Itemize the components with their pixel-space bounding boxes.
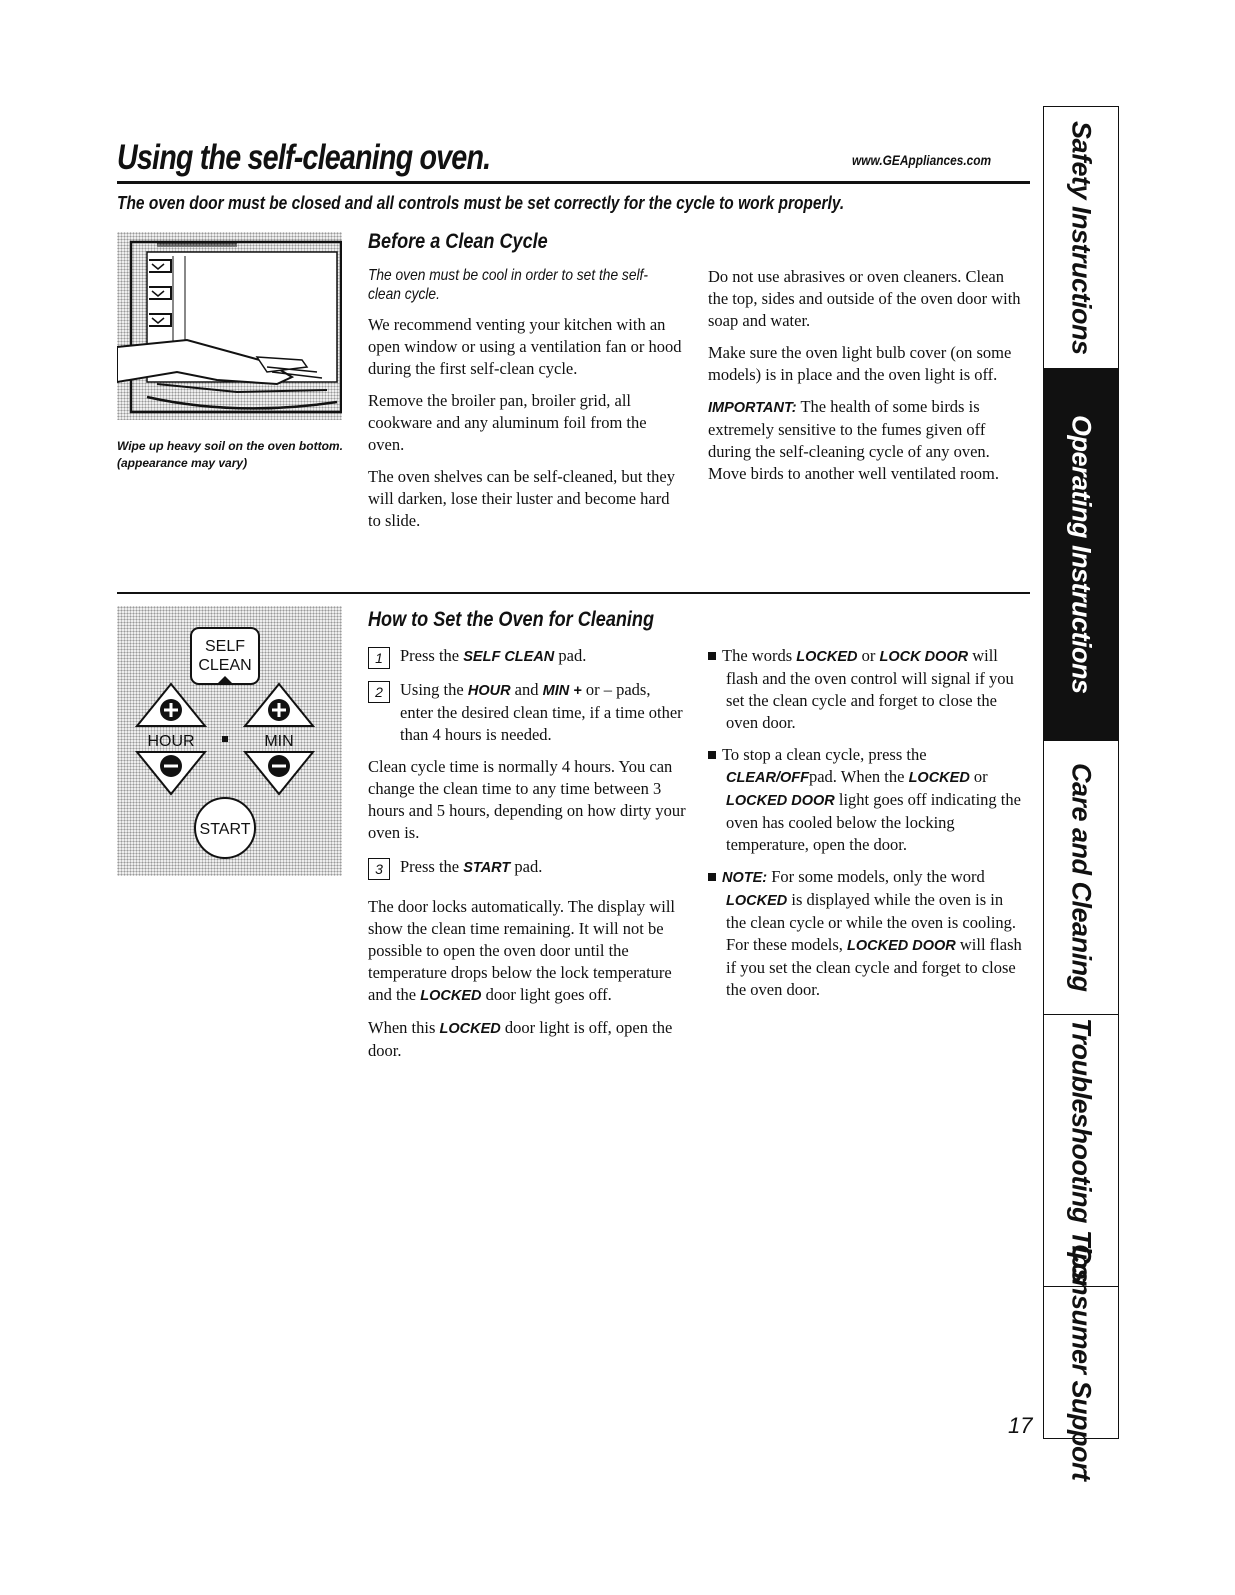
min-label: MIN (264, 733, 294, 750)
remove-cookware-paragraph: Remove the broiler pan, broiler grid, all cookware and any aluminum foil from the oven. (368, 391, 647, 454)
note-bullet: NOTE: For some models, only the word LOCKED is displayed while the oven is in the clean cycle or while the oven is cooling. For these models, LOCKED DOOR will flash if you set the clean cycle and forget to close the oven door. (708, 866, 1026, 1001)
control-panel-drawing (117, 606, 342, 876)
section-tabs (1043, 106, 1119, 1481)
website-url: www.GEAppliances.com (852, 152, 992, 168)
before-right-column (708, 266, 1023, 485)
header-rule (117, 181, 1030, 184)
oven-wipe-illustration (117, 232, 342, 420)
tab-consumer-support[interactable] (1044, 1244, 1118, 1481)
before-clean-heading: Before a Clean Cycle (368, 230, 548, 253)
page-number: 17 (1008, 1413, 1033, 1438)
step-3-number: 3 (368, 858, 390, 880)
section-divider (117, 592, 1030, 594)
step-3 (368, 856, 686, 880)
open-door-paragraph: When this LOCKED door light is off, open the door. (368, 1018, 673, 1060)
before-left-column (368, 266, 686, 532)
step-2-number: 2 (368, 681, 390, 703)
howto-left-column (368, 645, 686, 1062)
stop-cycle-bullet: To stop a clean cycle, press the CLEAR/OFFpad. When the LOCKED or LOCKED DOOR light goes off indicating the oven has cooled below the locking temperature, open the door. (708, 744, 1026, 856)
door-locks-paragraph: The door locks automatically. The display will show the clean time remaining. It will not be possible to open the oven door until the temperature drops below the lock temperature and the LOCKED door light goes off. (368, 897, 676, 1004)
tab-operating-instructions[interactable] (1044, 369, 1118, 741)
tab-label: Operating Instructions (1066, 415, 1097, 694)
page-subtitle: The oven door must be closed and all controls must be set correctly for the cycle to work properly. (117, 193, 845, 213)
self-clean-key-line1: SELF (204, 638, 246, 655)
venting-paragraph: We recommend venting your kitchen with an open window or using a ventilation fan or hood during the first self-clean cycle. (368, 315, 682, 378)
step-3-text: Press the START pad. (400, 857, 543, 876)
no-abrasives-paragraph: Do not use abrasives or oven cleaners. Clean the top, sides and outside of the oven door with soap and water. (708, 267, 1021, 330)
step-2-text: Using the HOUR and MIN + or – pads, enter the desired clean time, if a time other than 4 hours is needed. (400, 680, 683, 744)
hour-label: HOUR (147, 733, 195, 750)
how-to-heading: How to Set the Oven for Cleaning (368, 608, 654, 631)
locked-flash-bullet: The words LOCKED or LOCK DOOR will flash and the oven control will signal if you set the clean cycle and forget to close the oven door. (708, 645, 1026, 734)
step-2 (368, 679, 686, 746)
light-bulb-paragraph: Make sure the oven light bulb cover (on some models) is in place and the oven light is off. (708, 343, 1012, 384)
tab-care-and-cleaning[interactable] (1044, 741, 1118, 1015)
tab-label: Safety Instructions (1066, 120, 1097, 355)
step-1-text: Press the SELF CLEAN pad. (400, 646, 587, 665)
control-panel-illustration (117, 606, 342, 876)
self-clean-key-line2: CLEAN (198, 657, 252, 674)
step-1-number: 1 (368, 647, 390, 669)
important-label: IMPORTANT: (708, 400, 797, 416)
tab-label: Consumer Support (1066, 1244, 1097, 1481)
birds-warning-paragraph (708, 396, 1023, 485)
cool-oven-note: The oven must be cool in order to set the self-clean cycle. (368, 267, 648, 303)
tab-label: Troubleshooting Tips (1066, 1018, 1097, 1283)
page-title: Using the self-cleaning oven. (117, 138, 491, 177)
howto-right-column (708, 645, 1026, 1001)
tab-label: Care and Cleaning (1066, 763, 1097, 992)
tab-safety-instructions[interactable] (1044, 107, 1118, 369)
oven-wipe-drawing (117, 232, 342, 420)
shelves-paragraph: The oven shelves can be self-cleaned, but they will darken, lose their luster and become hard to slide. (368, 467, 675, 530)
start-label: START (199, 821, 251, 838)
illustration-caption: Wipe up heavy soil on the oven bottom. (appearance may vary) (117, 439, 343, 470)
birds-warning-text: The health of some birds is extremely sensitive to the fumes given off during the self-cleaning cycle of any oven. Move birds to another well ventilated room. (708, 397, 999, 483)
clean-time-paragraph: Clean cycle time is normally 4 hours. You can change the clean time to any time between 3 hours and 5 hours, depending on how dirty your oven is. (368, 757, 686, 842)
step-1 (368, 645, 686, 669)
